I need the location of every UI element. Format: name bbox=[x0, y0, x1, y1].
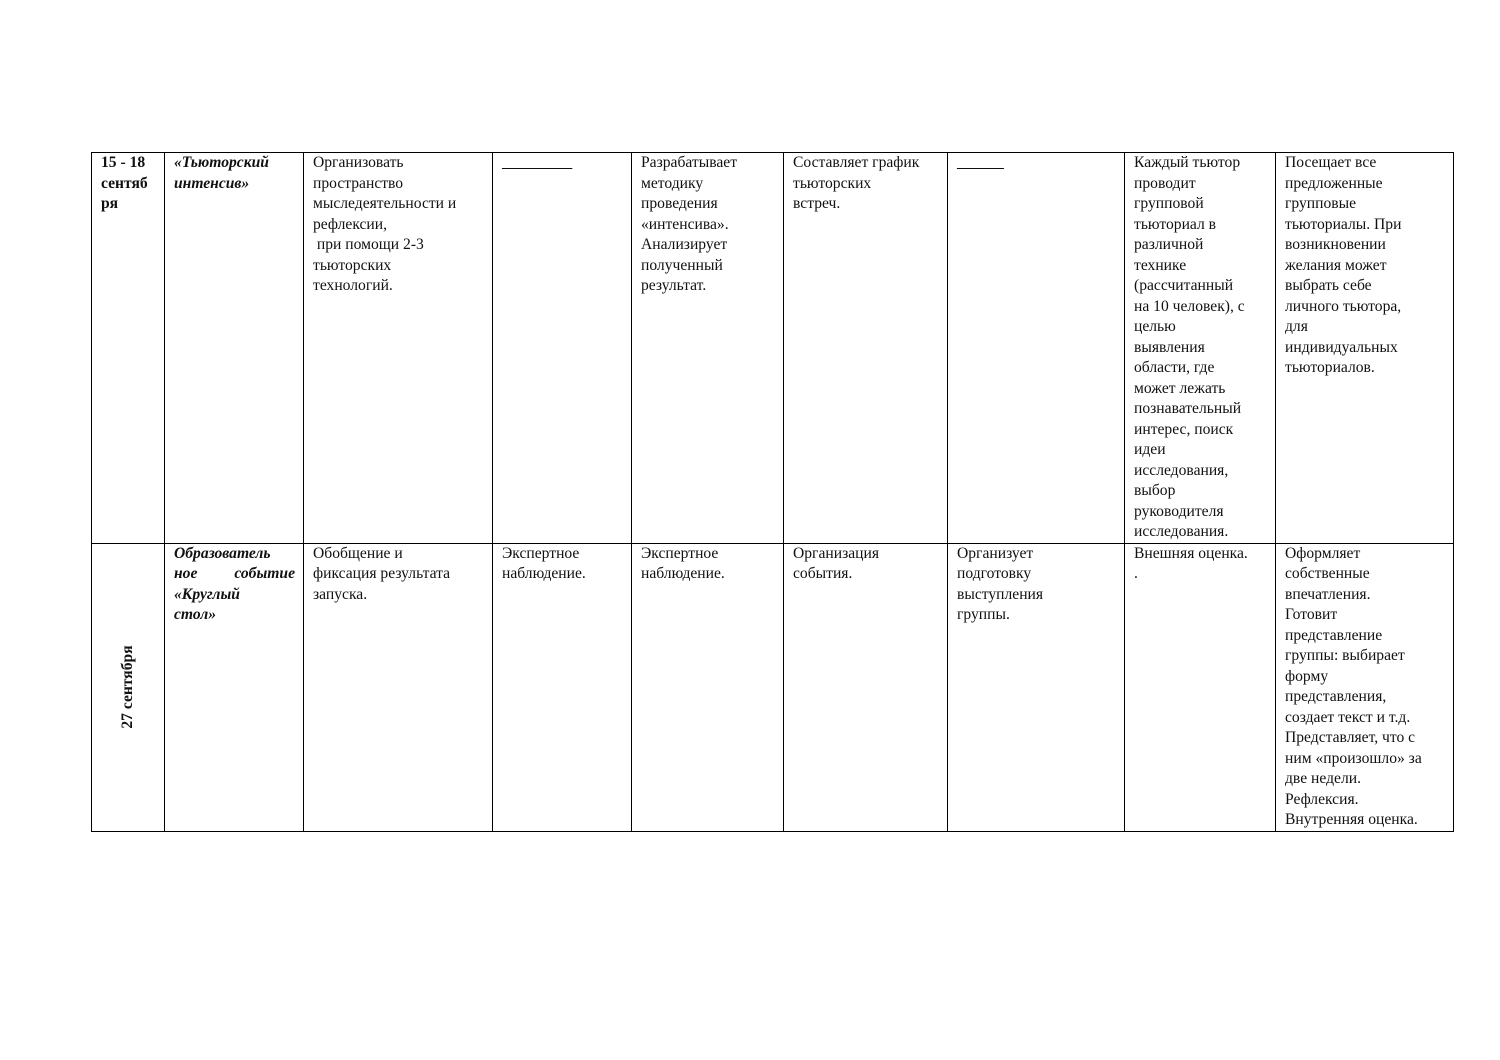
date-cell: 15 - 18 сентяб ря bbox=[92, 153, 165, 544]
col5-cell: Разрабатывает методику проведения «интенсива». Анализирует полученный результат. bbox=[632, 153, 784, 544]
col4-cell: Экспертное наблюдение. bbox=[493, 543, 632, 831]
col5-cell: Экспертное наблюдение. bbox=[632, 543, 784, 831]
col6-cell: Составляет график тьюторских встреч. bbox=[784, 153, 948, 544]
col9-cell: Посещает все предложенные групповые тьюториалы. При возникновении желания может выбрать себе личного тьютора, для индивидуальных тьюториалов. bbox=[1276, 153, 1454, 544]
table-row bbox=[92, 543, 1454, 831]
col6-cell: Организация события. bbox=[784, 543, 948, 831]
col8-cell: Внешняя оценка. . bbox=[1125, 543, 1276, 831]
table-row bbox=[92, 153, 1454, 544]
event-cell: Образователь ное событие «Круглый стол» bbox=[165, 543, 304, 831]
event-title: «Тьюторский интенсив» bbox=[174, 154, 269, 192]
col9-cell: Оформляет собственные впечатления. Готовит представление группы: выбирает форму представления, создает текст и т.д. Представляет, что с ним «произошло» за две недели. Рефлексия. Внутренняя оценка. bbox=[1276, 543, 1454, 831]
goal-cell: Организовать пространство мыследеятельности и рефлексии, при помощи 2-3 тьюторских технологий. bbox=[304, 153, 493, 544]
date-vertical-label: 27 сентября bbox=[118, 645, 136, 729]
col4-cell bbox=[493, 153, 632, 544]
col7-cell bbox=[948, 153, 1125, 544]
blank-line: ______ bbox=[957, 154, 1004, 171]
goal-cell: Обобщение и фиксация результата запуска. bbox=[304, 543, 493, 831]
date-cell bbox=[92, 543, 165, 831]
schedule-table bbox=[91, 152, 1454, 832]
col8-cell: Каждый тьютор проводит групповой тьюториал в различной технике (рассчитанный на 10 человек), с целью выявления области, где может лежать познавательный интерес, поиск идеи исследования, выбор руководителя исследования. bbox=[1125, 153, 1276, 544]
col7-cell: Организует подготовку выступления группы. bbox=[948, 543, 1125, 831]
event-cell bbox=[165, 153, 304, 544]
blank-line: _________ bbox=[502, 154, 573, 171]
